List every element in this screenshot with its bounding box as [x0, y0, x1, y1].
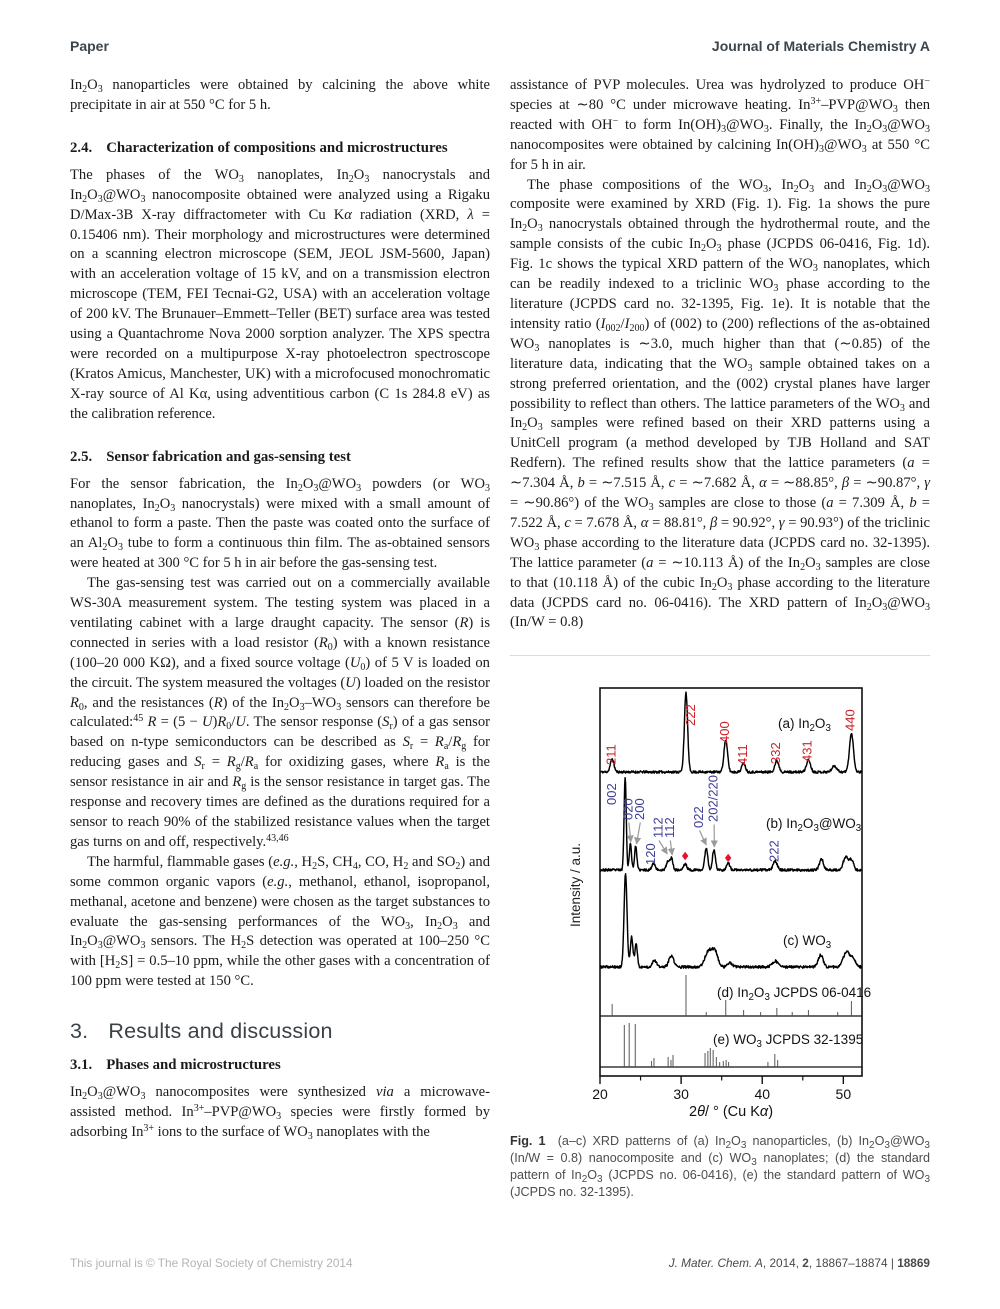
- svg-text:(e) WO3 JCPDS 32-1395: (e) $WO_3$ JCPDS 32-1395: [713, 1032, 864, 1051]
- left-column: [70, 76, 490, 1143]
- svg-text:411: 411: [734, 744, 750, 766]
- svg-text:(b) In2O3@WO3: (b) $In_2O_3@WO_3$: [766, 816, 862, 835]
- section-heading-2-5: 2.5. Sensor fabrication and gas-sensing test: [70, 448, 351, 465]
- paragraph-intro: $In_2O_3$ nanoparticles were obtained by calcining the above white precipitate in air at 550 °C for 5 h.: [70, 77, 490, 113]
- svg-text:222: 222: [766, 840, 782, 863]
- svg-text:40: 40: [754, 1086, 771, 1103]
- header-journal-title: Journal of Materials Chemistry A: [711, 38, 930, 54]
- paragraph-synthesis: $In_2O_3@WO_3$ nanocomposites were synthesized via a microwave-assisted method. $In^{3+}-PVP@WO_3$ species were firstly formed by adsorbing $In^{3+}$ ions to the surface of $WO_3$ nanoplates with the: [70, 1084, 491, 1142]
- svg-text:Intensity / a.u.: Intensity / a.u.: [568, 843, 583, 928]
- page-footer: [70, 1256, 930, 1270]
- svg-text:400: 400: [716, 721, 732, 744]
- xrd-figure-plot: [510, 670, 930, 1122]
- svg-text:112: 112: [650, 817, 666, 839]
- svg-text:112: 112: [661, 817, 677, 839]
- paragraph-sensor-fabrication: For the sensor fabrication, the $In_2O_3@WO_3$ powders (or $WO_3$ nanoplates, $In_2O_3$ nanocrystals) were mixed with a small amount of ethanol to form a paste. Then the paste was coated onto the surface of an $Al_2O_3$ tube to form a continuous thin film. The as-obtained sensors were heated at 300 °C for 5 h in air before the gas-sensing test.: [70, 475, 490, 572]
- svg-text:332: 332: [768, 742, 784, 765]
- section-heading-3: 3. Results and discussion: [70, 1019, 333, 1044]
- svg-text:20: 20: [592, 1086, 608, 1103]
- svg-text:(c) WO3: (c) $WO_3$: [783, 933, 832, 952]
- svg-text:202/220: 202/220: [705, 775, 721, 823]
- figure-1-caption: Fig. 1 (a–c) XRD patterns of (a) $In_2O_3$ nanoparticles, (b) $In_2O_3@WO_3$ (In/W = 0.8) nanocomposite and (c) $WO_3$ nanoplates; (d) the standard pattern of $In_2O_3$ (JCPDS no. 06-0416), (e) the standard pattern of $WO_3$ (JCPDS no. 32-1395).: [510, 1134, 930, 1199]
- footer-copyright: This journal is © The Royal Society of Chemistry 2014: [70, 1256, 353, 1270]
- paragraph-characterization: The phases of the $WO_3$ nanoplates, $In_2O_3$ nanocrystals and $In_2O_3@WO_3$ nanocomposite obtained were analyzed using a Rigaku D/Max-3B X-ray diffractometer with Cu Kα radiation (XRD, λ = 0.15406 nm). Their morphology and microstructures were determined on a scanning electron microscope (SEM, JEOL JSM-5600, Japan) with an acceleration voltage of 15 kV, and on a transmission electron microscope (TEM, FEI Tecnai-G2, USA) with an acceleration voltage of 200 kV. The Brunauer–Emmett–Teller (BET) surface area was tested using a Quantachrome Nova 2000 sorption analyzer. The XPS spectra were recorded on a multipurpose X-ray photoelectron spectroscope (Kratos Amicus, Manchester, UK) with a microfocused monochromatic X-ray source of Al Kα, using adventitious carbon (C 1s 284.8 eV) as the calibration reference.: [70, 166, 490, 422]
- paragraph-target-gases: The harmful, flammable gases (e.g., $H_2S$, $CH_4$, CO, $H_2$ and $SO_2$) and some common organic vapors (e.g., methanol, ethanol, isopropanol, methanal, acetone and benzene) were chosen as the target substances to evaluate the gas-sensing performances of the $WO_3$, $In_2O_3$ and $In_2O_3@WO_3$ sensors. The $H_2S$ detection was operated at 100–250 °C with $[H_2S] = 0.5-10$ ppm, while the other gases with a concentration of 100 ppm were tested at 150 °C.: [70, 853, 491, 990]
- section-heading-2-4: 2.4. Characterization of compositions and microstructures: [70, 139, 448, 156]
- svg-text:020: 020: [620, 798, 636, 821]
- svg-text:(d) In2O3 JCPDS 06-0416: (d) $In_2O_3$ JCPDS 06-0416: [717, 985, 872, 1004]
- right-column: [510, 76, 930, 1201]
- paragraph-synthesis-continued: assistance of PVP molecules. Urea was hydrolyzed to produce OH− species at ∼80 °C under microwave heating. $In^{3+}-PVP@WO_3$ then reacted with OH− to form $In(OH)_3@WO_3$. Finally, the $In_2O_3@WO_3$ nanocomposites were obtained by calcining $In(OH)_3@WO_3$ at 550 °C for 5 h in air.: [510, 76, 930, 173]
- section-heading-3-1: 3.1. Phases and microstructures: [70, 1057, 281, 1074]
- svg-text:440: 440: [842, 709, 858, 732]
- svg-text:2θ/ ° (Cu Kα): 2θ/ ° (Cu Kα): [689, 1104, 774, 1121]
- figure-1-block: [510, 655, 930, 1200]
- svg-text:431: 431: [799, 740, 815, 763]
- page-header: [70, 38, 930, 54]
- paragraph-xrd-discussion: The phase compositions of the $WO_3$, $In_2O_3$ and $In_2O_3@WO_3$ composite were examined by XRD (Fig. 1). Fig. 1a shows the pure $In_2O_3$ nanocrystals obtained through the hydrothermal route, and the sample consists of the cubic $In_2O_3$ phase (JCPDS 06-0416, Fig. 1d). Fig. 1c shows the typical XRD pattern of the $WO_3$ nanoplates, which can be readily indexed to a triclinic $WO_3$ phase according to the literature (JCPDS card no. 32-1395, Fig. 1e). It is notable that the intensity ratio $(I_{002}/I_{200})$ of (002) to (200) reflections of the as-obtained $WO_3$ nanoplates is ∼3.0, much higher than that (∼0.85) of the literature data, indicating that the $WO_3$ sample obtained takes on a strong preferred orientation, and the (002) crystal planes have larger possibility to reflect than others. The lattice parameters of the $WO_3$ and $In_2O_3$ samples were refined based on their XRD patterns using a UnitCell program (a method developed by TJB Holland and SAT Redfern). The refined results show that the lattice parameters (a = ∼7.304 Å, b = ∼7.515 Å, c = ∼7.682 Å, α = ∼88.85°, β = ∼90.87°, γ = ∼90.86°) of the $WO_3$ samples are close to those (a = 7.309 Å, b = 7.522 Å, c = 7.678 Å, α = 88.81°, β = 90.92°, γ = 90.93°) of the triclinic $WO_3$ phase according to the literature data (JCPDS card no. 32-1395). The lattice parameter (a = ∼10.113 Å) of the $In_2O_3$ samples are close to that (10.118 Å) of the cubic $In_2O_3$ phase according to the literature data (JCPDS card no. 06-0416). The XRD pattern of $In_2O_3@WO_3$ (In/W = 0.8): [510, 176, 931, 631]
- footer-citation: J. Mater. Chem. A, 2014, 2, 18867–18874 | 18869: [668, 1256, 930, 1270]
- svg-text:222: 222: [682, 704, 698, 727]
- svg-text:211: 211: [603, 744, 619, 766]
- svg-text:(a) In2O3: (a) $In_2O_3$: [778, 716, 831, 735]
- svg-text:50: 50: [835, 1086, 852, 1103]
- svg-text:002: 002: [604, 783, 620, 806]
- svg-text:30: 30: [673, 1086, 689, 1103]
- header-article-type: Paper: [70, 38, 109, 54]
- paragraph-gas-sensing-test: The gas-sensing test was carried out on a commercially available WS-30A measurement system. The testing system was placed in a ventilating cabinet with a large draught capacity. The sensor (R) is connected in series with a load resistor $(R_0)$ with a known resistance (100–20 000 KΩ), and a fixed source voltage $(U_0)$ of 5 V is loaded on the circuit. The system measured the voltages (U) loaded on the resistor $R_0$, and the resistances (R) of the $In_2O_3-WO_3$ sensors can therefore be calculated:$^{45}$ $R = (5 - U)R_0/U$. The sensor response $(S_r)$ of a gas sensor based on n-type semiconductors can be described as $S_r = R_a/R_g$ for reducing gases and $S_r = R_g/R_a$ for oxidizing gases, where $R_a$ is the sensor resistance in air and $R_g$ is the sensor resistance in target gas. The response and recovery times are defined as the durations required for a sensor to reach 90% of the stabilized resistance values when the target gas turns on and off, respectively.$^{43,46}$: [70, 575, 491, 850]
- svg-text:022: 022: [691, 806, 707, 829]
- svg-text:200: 200: [631, 798, 647, 821]
- svg-text:120: 120: [643, 843, 659, 866]
